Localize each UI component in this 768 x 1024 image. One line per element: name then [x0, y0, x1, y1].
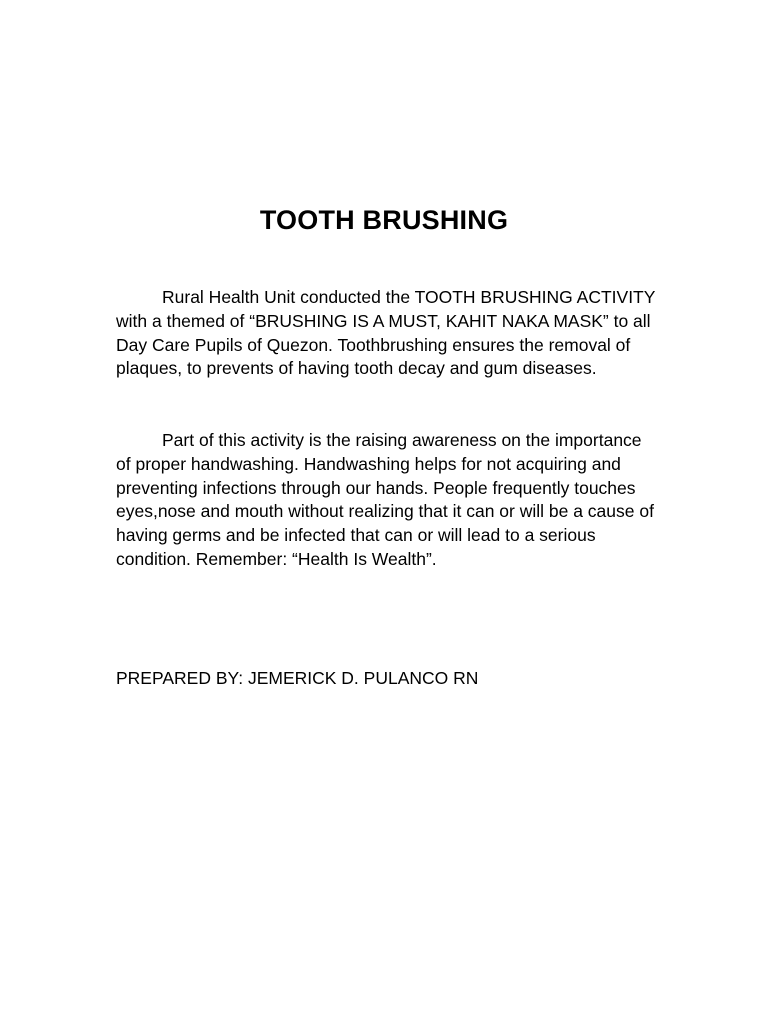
paragraph-tooth-brushing: Rural Health Unit conducted the TOOTH BRUSHING ACTIVITY with a themed of “BRUSHING IS A MUST, KAHIT NAKA MASK” to all Day Care Pupils of Quezon. Toothbrushing ensures the removal of plaques, to prevents of having tooth decay and gum diseases. — [116, 287, 656, 379]
paragraph-handwashing: Part of this activity is the raising awareness on the importance of proper handwashing. Handwashing helps for not acquiring and preventing infections through our hands. People frequently touches eyes,nose and mouth without realizing that it can or will be a cause of having germs and be infected that can or will lead to a serious condition. Remember: “Health Is Wealth”. — [116, 430, 654, 569]
document-title: TOOTH BRUSHING — [259, 205, 509, 235]
prepared-by-line: PREPARED BY: JEMERICK D. PULANCO RN — [116, 668, 479, 688]
